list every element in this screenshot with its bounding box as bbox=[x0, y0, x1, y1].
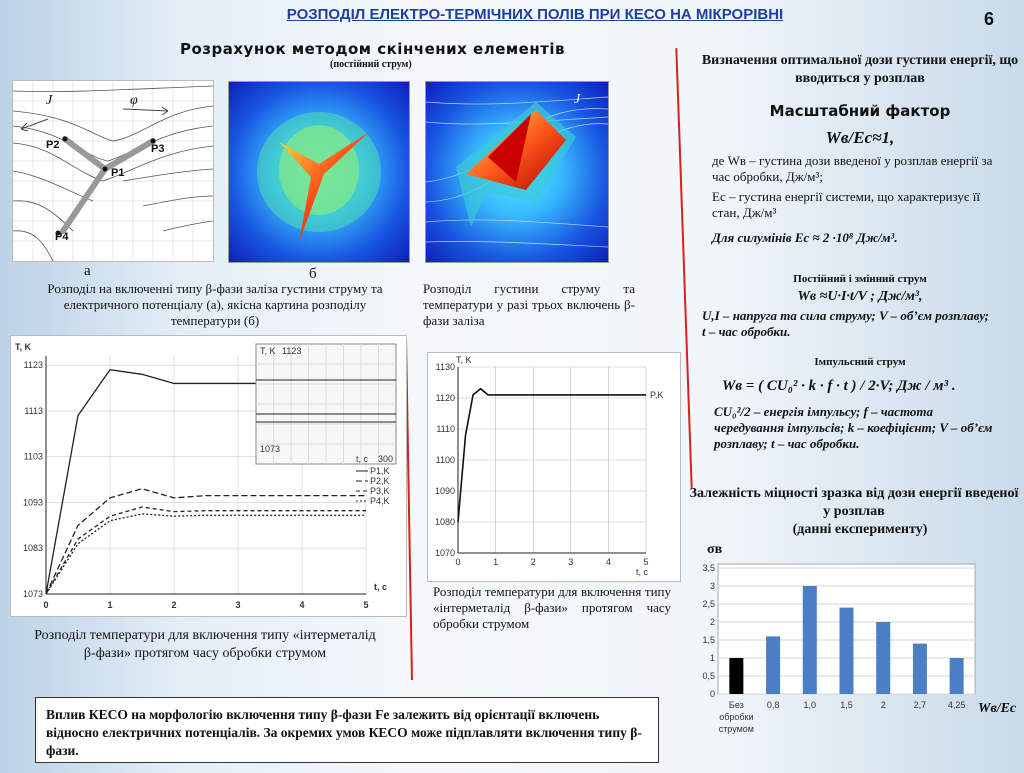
x-tick-label: 4 bbox=[605, 557, 611, 567]
legend-label: P4,K bbox=[370, 496, 390, 506]
series-line-P-K bbox=[458, 389, 646, 522]
x-tick-label: 4 bbox=[299, 600, 305, 610]
label-p1: P1 bbox=[111, 167, 125, 179]
y-axis-label: T, K bbox=[15, 342, 32, 352]
strength-chart-heading: Залежність міцності зразка від дози енергії введеної у розплав bbox=[689, 486, 1019, 519]
y-tick-label: 2 bbox=[709, 617, 715, 627]
inset-x-tick: 300 bbox=[378, 454, 394, 464]
x-tick-label: 0,8 bbox=[766, 700, 780, 710]
slide-title: РОЗПОДІЛ ЕЛЕКТРО-ТЕРМІЧНИХ ПОЛІВ ПРИ КЕСО НА МІКРОРІВНІ bbox=[286, 6, 784, 23]
x-tick-label: обробки bbox=[719, 712, 754, 722]
y-tick-label: 1080 bbox=[434, 517, 455, 527]
caption-temp-mid: Розподіл температури для включення типу «інтерметалід β-фази» протягом часу обробки струмом bbox=[433, 584, 671, 631]
desc-silumin: Для силумінів Ес ≈ 2 ·10⁸ Дж/м³. bbox=[712, 230, 898, 245]
sigma-label: σв bbox=[707, 542, 723, 557]
bar bbox=[876, 622, 890, 694]
y-tick-label: 1070 bbox=[434, 548, 455, 558]
x-tick-label: Без bbox=[728, 700, 744, 710]
desc-pulse: CU₀²/2 – енергія імпульсу; f – частота чередування імпульсів; k – коефіцієнт; V – об’єм розплаву; t – час обробки. bbox=[714, 404, 993, 451]
legend-label: P1,K bbox=[370, 466, 390, 476]
potential-arrow-icon bbox=[123, 109, 168, 111]
y-tick-label: 1110 bbox=[436, 424, 455, 434]
x-tick-label: струмом bbox=[718, 724, 755, 734]
strength-chart-sub: (данні експерименту) bbox=[792, 522, 928, 537]
caption-three-inclusions: Розподіл густини струму та температури у разі трьох включень β-фази заліза bbox=[423, 281, 635, 328]
dc-title: Постійний і змінний струм bbox=[793, 273, 927, 285]
series-line-P3-K bbox=[46, 507, 366, 594]
legend-label: P2,K bbox=[370, 476, 390, 486]
inset-top-tick: 1123 bbox=[282, 346, 302, 356]
heatmap-inclusion bbox=[229, 82, 409, 262]
label-j: J bbox=[46, 93, 53, 108]
x-tick-label: 2,7 bbox=[913, 700, 927, 710]
figure-a-letter: а bbox=[84, 263, 91, 279]
y-tick-label: 1090 bbox=[434, 486, 455, 496]
inset-y-label: T, K bbox=[260, 346, 276, 356]
formula-dc: Wв ≈U·I·t/V ; Дж/м³, bbox=[797, 289, 923, 304]
bar bbox=[729, 658, 743, 694]
figure-b-heatmap bbox=[228, 81, 410, 263]
x-tick-label: 0 bbox=[43, 600, 49, 610]
heatmap-three-inclusions bbox=[426, 82, 608, 262]
y-tick-label: 1100 bbox=[435, 455, 455, 465]
y-tick-label: 1130 bbox=[435, 362, 455, 372]
x-tick-label: 2 bbox=[171, 600, 177, 610]
x-tick-label: 2 bbox=[880, 700, 886, 710]
bar bbox=[913, 644, 927, 694]
legend-label: P3,K bbox=[370, 486, 390, 496]
chart-temperature-mid bbox=[427, 352, 681, 582]
y-tick-label: 1,5 bbox=[702, 635, 715, 645]
desc-ec: Ес – густина енергії системи, що характеризує її стан, Дж/м³ bbox=[712, 189, 980, 220]
inset-bottom-tick: 1073 bbox=[260, 444, 281, 454]
y-tick-label: 2,5 bbox=[702, 599, 715, 609]
x-tick-label: 3 bbox=[568, 557, 574, 567]
scale-title: Масштабний фактор bbox=[769, 102, 951, 120]
bar bbox=[950, 658, 964, 694]
y-tick-label: 1093 bbox=[22, 497, 43, 508]
pulse-title: Імпульсний струм bbox=[814, 356, 906, 368]
series-line-P2-K bbox=[46, 489, 366, 594]
x-tick-label: 1 bbox=[493, 557, 499, 567]
current-arrow-icon bbox=[21, 119, 48, 129]
x-tick-label: 0 bbox=[455, 557, 461, 567]
x-tick-label: 3 bbox=[235, 600, 241, 610]
bar bbox=[803, 586, 817, 694]
right-heading: Визначення оптимальної дози густини енергії, що вводиться у розплав bbox=[701, 53, 1019, 86]
bar bbox=[840, 608, 854, 694]
desc-dc: U,I – напруга та сила струму; V – об’єм розплаву; t – час обробки. bbox=[702, 308, 990, 339]
y-axis-label: T, K bbox=[456, 355, 472, 365]
x-tick-label: 1,0 bbox=[803, 700, 817, 710]
x-tick-label: 1,5 bbox=[840, 700, 853, 710]
section-subtitle: Розрахунок методом скінчених елементів bbox=[180, 40, 566, 58]
formula-ratio: Wв/Ес≈1, bbox=[825, 128, 895, 147]
series-line-P4-K bbox=[46, 514, 366, 594]
desc-wv: де Wв – густина дози введеної у розплав енергії за час обробки, Дж/м³; bbox=[712, 153, 993, 184]
x-axis-label: t, c bbox=[374, 582, 388, 592]
chart-temperature-left bbox=[10, 335, 407, 617]
y-tick-label: 1 bbox=[709, 653, 715, 663]
caption-ab: Розподіл на включенні типу β-фази заліза густини струму та електричного потенціалу (а), якісна картина розподілу температури (б) bbox=[47, 281, 383, 328]
y-tick-label: 1103 bbox=[23, 451, 43, 462]
formula-pulse: Wв = ( CU₀² · k · f · t ) / 2·V; Дж / м³ . bbox=[722, 378, 956, 394]
x-axis-label: t, c bbox=[636, 567, 649, 577]
y-tick-label: 1073 bbox=[22, 589, 43, 599]
y-tick-label: 3 bbox=[709, 581, 715, 591]
y-tick-label: 0 bbox=[709, 689, 715, 699]
label-phi: φ bbox=[130, 93, 138, 108]
label-p3: P3 bbox=[151, 143, 165, 155]
series-label: P,K bbox=[650, 389, 664, 400]
caption-temp-left: Розподіл температури для включення типу «інтерметалід β-фази» протягом часу обробки струмом bbox=[34, 628, 376, 661]
figure-a-mesh bbox=[12, 80, 214, 262]
conclusion-box: Вплив КЕСО на морфологію включення типу β-фази Fe залежить від орієнтації включень відносно електричних потенціалів. За окремих умов КЕСО може підплавляти включення типу β-фази. bbox=[35, 697, 659, 763]
y-tick-label: 3,5 bbox=[702, 563, 715, 573]
figure-c-label-j: J bbox=[574, 92, 581, 107]
x-tick-label: 5 bbox=[643, 557, 649, 567]
figure-c-heatmap bbox=[425, 81, 609, 263]
label-p4: P4 bbox=[55, 231, 69, 243]
y-tick-label: 1123 bbox=[23, 360, 43, 371]
strength-bar-chart bbox=[690, 556, 990, 768]
y-tick-label: 1083 bbox=[22, 543, 43, 554]
label-p2: P2 bbox=[46, 139, 60, 151]
bar-x-label: Wв/Ес bbox=[978, 701, 1017, 716]
y-tick-label: 0,5 bbox=[702, 671, 715, 681]
x-tick-label: 5 bbox=[363, 600, 369, 610]
x-tick-label: 1 bbox=[107, 600, 113, 610]
slide-number: 6 bbox=[984, 9, 995, 29]
x-tick-label: 2 bbox=[530, 557, 536, 567]
y-tick-label: 1113 bbox=[24, 405, 43, 416]
y-tick-label: 1120 bbox=[435, 393, 455, 403]
bar bbox=[766, 636, 780, 694]
x-tick-label: 4,25 bbox=[947, 700, 966, 710]
subtitle-note: (постійний струм) bbox=[330, 59, 412, 70]
figure-b-letter: б bbox=[309, 266, 317, 282]
inset-x-label: t, c bbox=[356, 454, 369, 464]
